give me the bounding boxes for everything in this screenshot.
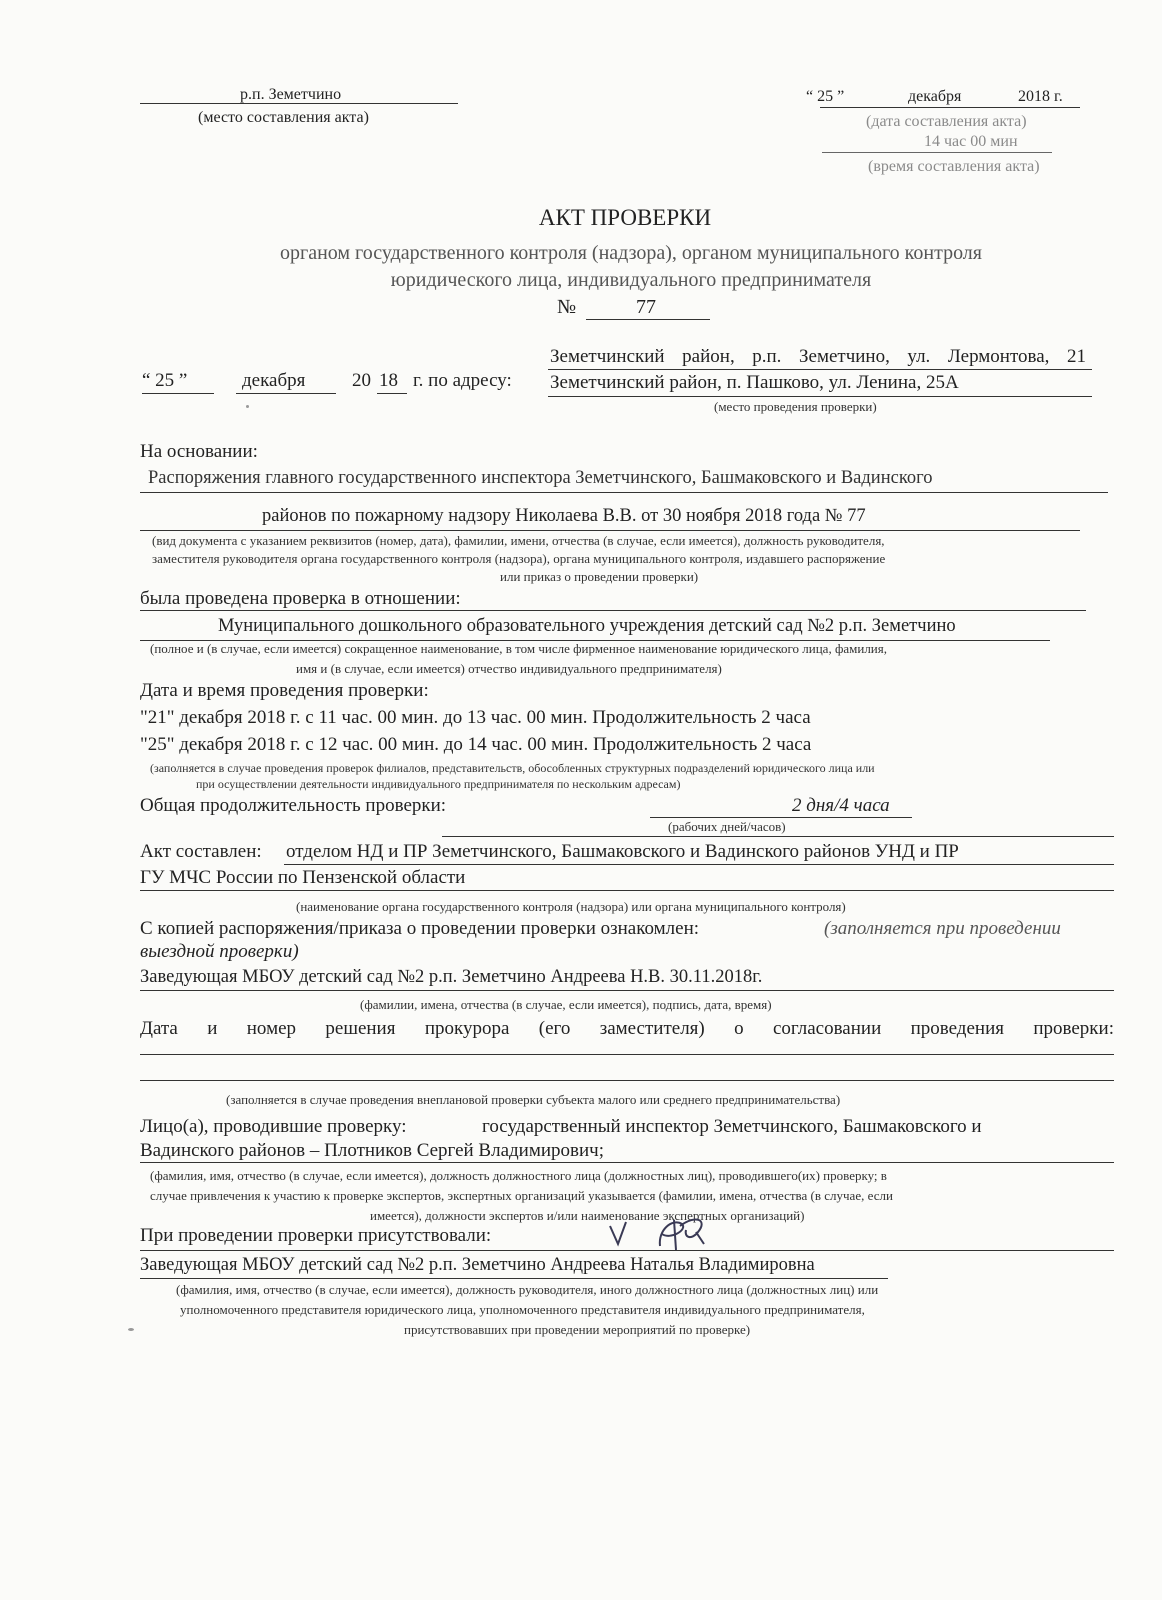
subject-label: была проведена проверка в отношении: [140,588,461,609]
subject-value: Муниципального дошкольного образовательного учреждения детский сад №2 р.п. Земетчино [218,616,956,636]
date-year: 2018 г. [1018,88,1063,105]
address-line1-underline [548,369,1092,370]
inspection-day-underline [142,393,214,394]
address-label: г. по адресу: [413,370,512,391]
inspection-year-suffix: 18 [379,370,398,391]
present-label: При проведении проверки присутствовали: [140,1225,492,1246]
compiled-label: Акт составлен: [140,841,262,862]
basis-caption3: или приказ о проведении проверки) [500,569,699,584]
inspectors-label: Лицо(а), проводившие проверку: [140,1116,407,1137]
datetime-line2: "25" декабря 2018 г. с 12 час. 00 мин. до 14 час. 00 мин. Продолжительность 2 часа [140,734,812,755]
page-title: АКТ ПРОВЕРКИ [538,205,712,230]
prosecutor-underline2 [140,1080,1114,1081]
subject-label-underline [140,610,1086,611]
acquainted-caption: (фамилии, имена, отчества (в случае, если имеется), подпись, дата, время) [360,997,772,1012]
inspectors-line2: Вадинского районов – Плотников Сергей Владимирович; [140,1140,605,1161]
acquainted-label: С копией распоряжения/приказа о проведении проверки ознакомлен: [140,918,700,939]
inspectors-caption3: имеется), должности экспертов и/или наименование экспертных организаций) [370,1208,805,1223]
inspectors-caption2: случае привлечения к участию к проверке экспертов, экспертных организаций указывается (фамилии, имена, отчества (в случае, если [150,1188,893,1203]
place-caption: (место составления акта) [198,109,369,126]
title-line1: органом государственного контроля (надзора), органом муниципального контроля [280,242,982,264]
scan-speck [128,1328,134,1331]
basis-line1: Распоряжения главного государственного инспектора Земетчинского, Башмаковского и Вадинского [148,468,933,488]
inspectors-line1: государственный инспектор Земетчинского, Башмаковского и [482,1116,982,1137]
acquainted-underline [140,990,1114,991]
compiled-line1-underline [284,864,1114,865]
number-value: 77 [636,296,656,318]
prosecutor-underline1 [140,1054,1114,1055]
acquainted-note-part2: выездной проверки) [140,941,299,962]
basis-line2-underline [140,530,1080,531]
compiled-line2-underline [140,890,1114,891]
duration-caption: (рабочих дней/часов) [668,819,786,834]
prosecutor-label: Дата и номер решения прокурора (его заместителя) о согласовании проведения проверки: [140,1018,1114,1039]
datetime-line1: "21" декабря 2018 г. с 11 час. 00 мин. до 13 час. 00 мин. Продолжительность 2 часа [140,707,811,728]
address-line2: Земетчинский район, п. Пашково, ул. Ленина, 25А [550,372,959,393]
compiled-line1: отделом НД и ПР Земетчинского, Башмаковского и Вадинского районов УНД и ПР [286,841,959,862]
basis-caption2: заместителя руководителя органа государственного контроля (надзора), органа муниципального контроля, издавшего распоряжение [152,551,886,566]
time-value: 14 час 00 мин [924,133,1018,150]
number-label: № [557,296,577,318]
subject-caption2: имя и (в случае, если имеется) отчество индивидуального предпринимателя) [296,661,722,676]
basis-line1-underline [140,492,1108,493]
inspection-day: “ 25 ” [142,370,188,391]
date-caption: (дата составления акта) [866,113,1027,130]
address-caption: (место проведения проверки) [714,399,877,414]
duration-label: Общая продолжительность проверки: [140,795,447,816]
address-line2-underline [548,396,1092,397]
subject-caption1: (полное и (в случае, если имеется) сокращенное наименование, в том числе фирменное наименование юридического лица, фамилия, [150,641,887,656]
present-caption1: (фамилия, имя, отчество (в случае, если имеется), должность руководителя, иного должностного лица (должностных лиц) или [176,1282,879,1297]
datetime-caption2: при осуществлении деятельности индивидуального предпринимателя по нескольким адресам) [196,777,681,791]
signature-mark [600,1210,720,1256]
time-underline [822,152,1052,153]
number-underline [586,319,710,320]
address-line1: Земетчинский район, р.п. Земетчино, ул. Лермонтова, 21 [550,346,1086,367]
datetime-caption1: (заполняется в случае проведения проверок филиалов, представительств, обособленных структурных подразделений юридического лица или [150,761,875,775]
basis-line2: районов по пожарному надзору Николаева В.В. от 30 ноября 2018 года № 77 [262,506,866,526]
inspection-year-prefix: 20 [352,370,371,391]
duration-underline2 [442,836,1114,837]
place-value: р.п. Земетчино [240,86,342,103]
time-caption: (время составления акта) [868,158,1040,175]
duration-value: 2 дня/4 часа [792,795,890,816]
acquainted-note-part1: (заполняется при проведении [824,918,1061,939]
prosecutor-caption: (заполняется в случае проведения внеплановой проверки субъекта малого или среднего предпринимательства) [226,1092,841,1107]
basis-label: На основании: [140,441,258,462]
inspection-month: декабря [242,370,306,391]
date-day: “ 25 ” [806,88,845,105]
inspectors-caption1: (фамилия, имя, отчество (в случае, если имеется), должность должностного лица (должностных лиц), проводившего(их) проверку; в [150,1168,887,1183]
duration-underline [650,817,912,818]
date-month: декабря [908,88,962,105]
inspectors-underline [140,1162,1114,1163]
present-value: Заведующая МБОУ детский сад №2 р.п. Земетчино Андреева Наталья Владимировна [140,1255,815,1275]
basis-caption1: (вид документа с указанием реквизитов (номер, дата), фамилии, имени, отчества (в случае, если имеется), должность руководителя, [152,533,885,548]
present-value-underline [140,1278,888,1279]
present-caption3: присутствовавших при проведении мероприятий по проверке) [404,1322,751,1337]
datetime-label: Дата и время проведения проверки: [140,680,429,701]
compiled-line2: ГУ МЧС России по Пензенской области [140,867,466,888]
inspection-year-underline [377,393,407,394]
date-underline [820,107,1080,108]
inspection-month-underline [236,393,336,394]
present-caption2: уполномоченного представителя юридического лица, уполномоченного представителя индивидуального предпринимателя, [180,1302,865,1317]
title-line2: юридического лица, индивидуального предпринимателя [390,269,872,291]
compiled-caption: (наименование органа государственного контроля (надзора) или органа муниципального контроля) [296,899,846,914]
acquainted-value: Заведующая МБОУ детский сад №2 р.п. Земетчино Андреева Н.В. 30.11.2018г. [140,967,763,987]
scan-speck [246,405,249,408]
